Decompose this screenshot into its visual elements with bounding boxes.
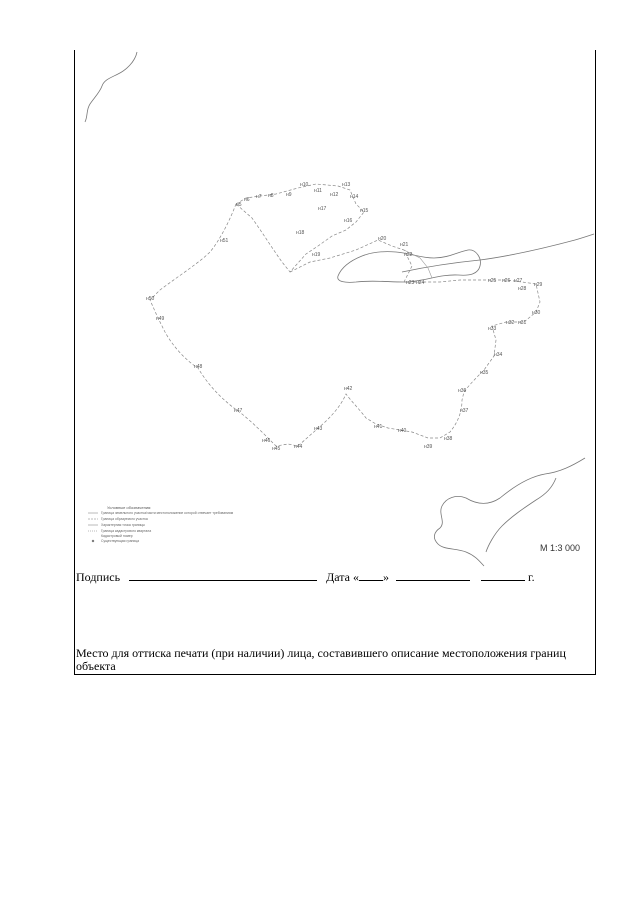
- point-label: н32: [506, 320, 515, 326]
- point-label: н16: [344, 218, 353, 224]
- point-label: н14: [350, 194, 359, 200]
- point-label: н10: [300, 182, 309, 188]
- date-year-blank[interactable]: [481, 569, 525, 581]
- point-label: н11: [314, 188, 322, 194]
- point-label: н13: [342, 182, 351, 188]
- point-label: н12: [330, 192, 339, 198]
- point-label: н9: [286, 192, 292, 198]
- point-label: н15: [360, 208, 369, 214]
- point-labels: [146, 182, 543, 452]
- date-month-blank[interactable]: [396, 569, 470, 581]
- legend-item: Характерная точка границы: [101, 523, 145, 527]
- signature-blank[interactable]: [129, 569, 317, 581]
- legend-swatch: [92, 540, 94, 542]
- point-label: н48: [194, 364, 203, 370]
- legend-item: Граница кадастрового квартала: [101, 529, 152, 533]
- point-label: н20: [378, 236, 387, 242]
- point-label: н26: [502, 278, 511, 284]
- main-boundary: [150, 204, 540, 446]
- signature-label: Подпись: [76, 570, 121, 584]
- legend-item: Граница земельного участка/части местоположение которой отвечает требованиям: [101, 511, 234, 515]
- point-label: н35: [480, 370, 489, 376]
- point-label: н44: [294, 444, 303, 450]
- point-label: н17: [318, 206, 327, 212]
- point-label: н31: [518, 320, 527, 326]
- point-label: н50: [146, 296, 155, 302]
- shoreline-top-left: [85, 52, 137, 122]
- point-label: н23: [406, 280, 415, 286]
- point-label: н37: [460, 408, 469, 414]
- point-label: н6: [244, 197, 250, 203]
- point-label: н45: [272, 446, 281, 452]
- point-label: н41: [374, 424, 383, 430]
- point-label: н21: [400, 242, 409, 248]
- point-label: н46: [262, 438, 271, 444]
- point-label: н18: [296, 230, 305, 236]
- point-label: н49: [156, 316, 165, 322]
- date-label: Дата «: [326, 570, 359, 584]
- legend-swatches: [88, 513, 98, 542]
- point-label: н25: [488, 278, 497, 284]
- legend-item: Кадастровый номер: [101, 534, 133, 538]
- point-label: н5: [236, 202, 242, 208]
- year-suffix: г.: [528, 570, 535, 584]
- point-label: н43: [314, 426, 323, 432]
- boundary-segment: [290, 240, 412, 282]
- date-close: »: [383, 570, 389, 584]
- point-label: н30: [532, 310, 541, 316]
- point-label: н38: [444, 436, 453, 442]
- point-label: н34: [494, 352, 503, 358]
- signature-line: [76, 569, 535, 585]
- point-label: н8: [268, 193, 274, 199]
- point-label: н33: [488, 326, 497, 332]
- point-label: н29: [534, 282, 543, 288]
- date-day-blank[interactable]: [359, 569, 383, 581]
- point-label: н42: [344, 386, 353, 392]
- point-label: н7: [256, 194, 262, 200]
- point-label: н51: [220, 238, 229, 244]
- legend-title: Условные обозначения:: [107, 505, 152, 510]
- legend-item: Граница образуемого участка: [101, 517, 148, 521]
- legend-item: Существующая граница: [101, 539, 140, 543]
- bay-inner: [486, 478, 556, 552]
- stamp-placeholder-text: Место для оттиска печати (при наличии) лица, составившего описание местоположения границ объекта: [76, 646, 566, 673]
- map-scale: М 1:3 000: [540, 543, 581, 553]
- point-label: н36: [458, 388, 467, 394]
- point-label: н47: [234, 408, 243, 414]
- point-label: н27: [514, 278, 523, 284]
- point-label: н40: [398, 428, 407, 434]
- point-label: н39: [424, 444, 433, 450]
- point-label: н24: [416, 280, 425, 286]
- point-label: н28: [518, 286, 527, 292]
- shoreline-right: [402, 234, 594, 272]
- point-label: н19: [312, 252, 321, 258]
- point-label: н22: [404, 252, 413, 258]
